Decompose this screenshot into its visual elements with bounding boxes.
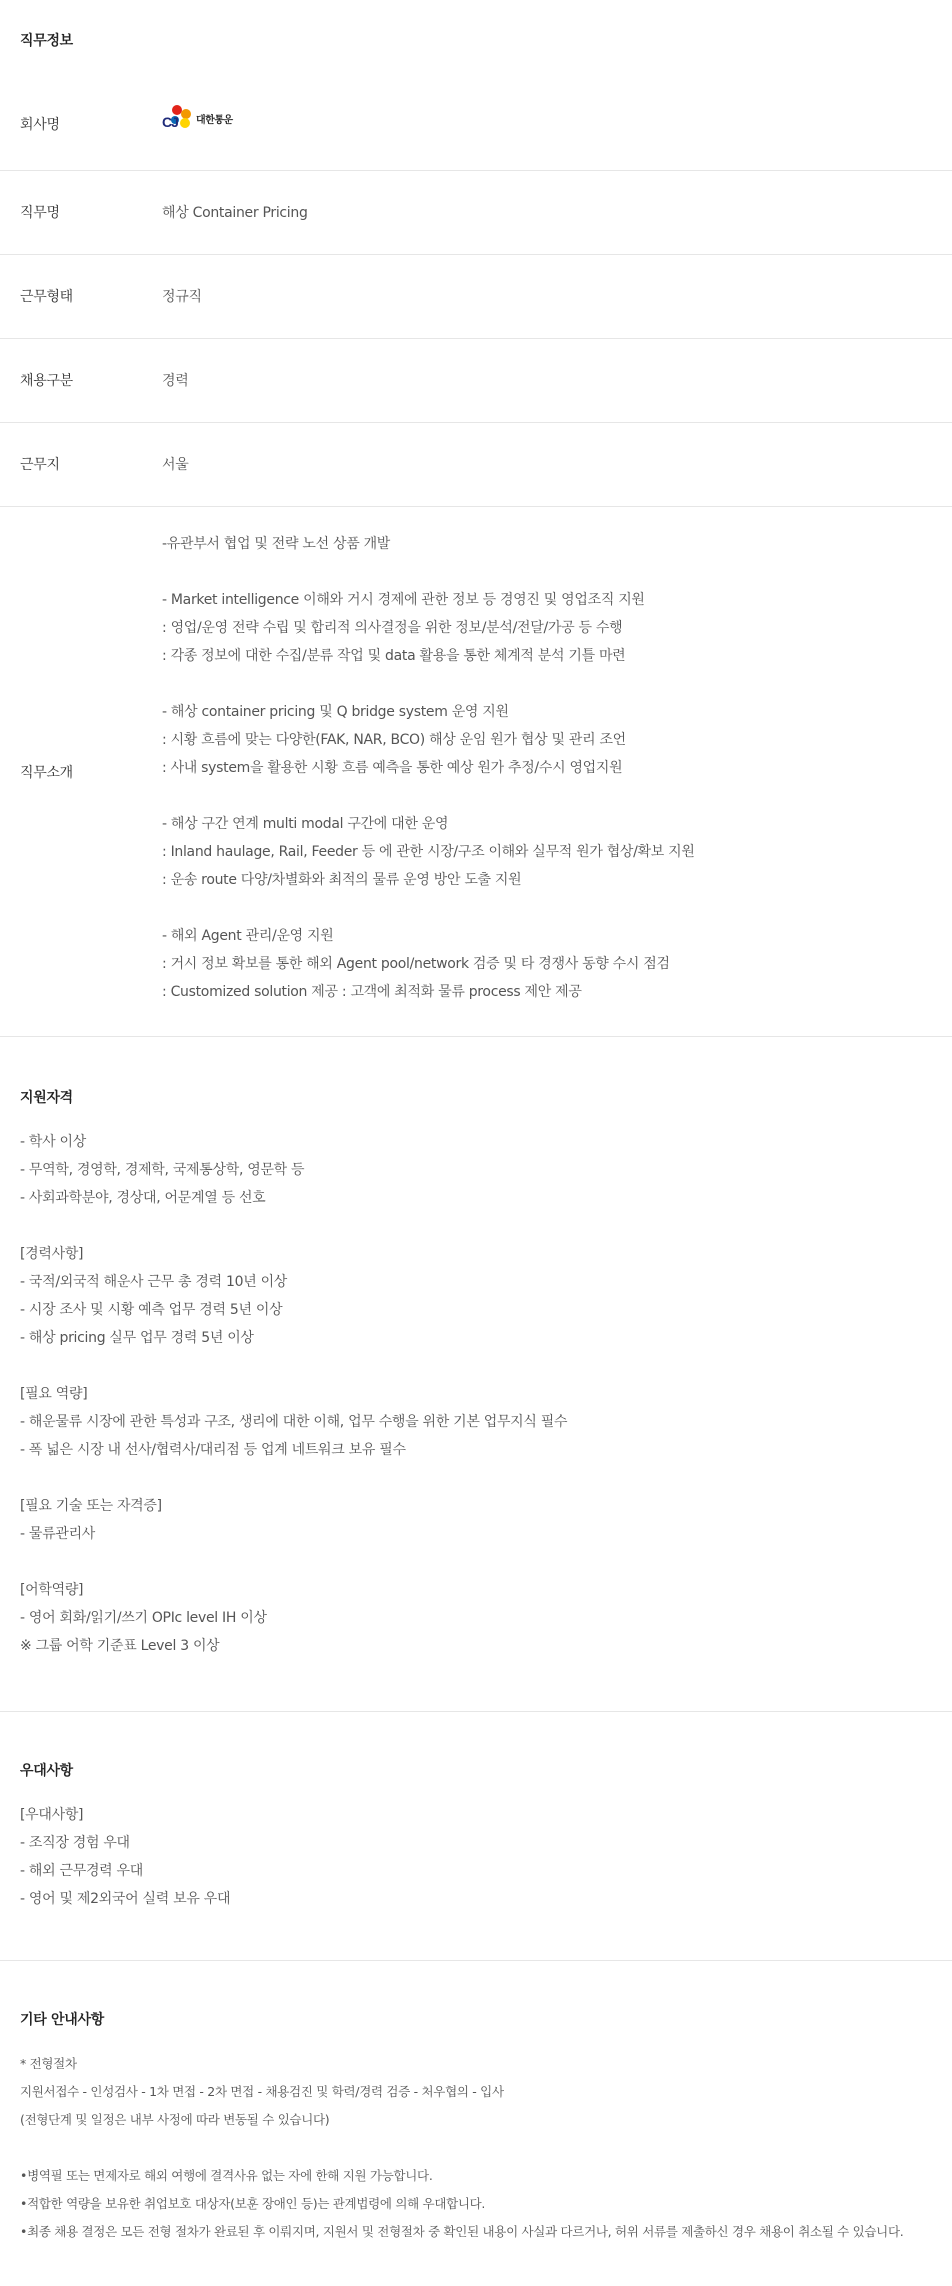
qualification-line: - 영어 회화/읽기/쓰기 OPIc level IH 이상 <box>20 1610 267 1626</box>
intro-line: : 사내 system을 활용한 시황 흐름 예측을 통한 예상 원가 추정/수시 영업지원 <box>162 760 623 776</box>
other-info-line <box>20 2134 945 2162</box>
logo-company-text: 대한통운 <box>196 114 233 126</box>
job-title-label: 직무명 <box>20 205 60 221</box>
preferences-title: 우대사항 <box>20 1763 73 1779</box>
qualifications-title: 지원자격 <box>20 1090 73 1106</box>
preference-line: - 해외 근무경력 우대 <box>20 1863 143 1879</box>
other-info-line: (전형단계 및 일정은 내부 사정에 따라 변동될 수 있습니다) <box>20 2112 330 2127</box>
intro-line: - 해상 구간 연계 multi modal 구간에 대한 운영 <box>162 816 449 832</box>
other-info-line: •적합한 역량을 보유한 취업보호 대상자(보훈 장애인 등)는 관계법령에 의해 우대합니다. <box>20 2196 486 2211</box>
intro-line <box>162 670 695 698</box>
qualification-line: [필요 기술 또는 자격증] <box>20 1498 162 1514</box>
qualification-line: [필요 역량] <box>20 1386 88 1402</box>
intro-line: - 해상 container pricing 및 Q bridge system 운영 지원 <box>162 704 509 720</box>
logo-cj-mark: CJ <box>162 114 178 130</box>
intro-line: : Inland haulage, Rail, Feeder 등 에 관한 시장/구조 이해와 실무적 원가 협상/확보 지원 <box>162 844 695 860</box>
qualification-line: - 해상 pricing 실무 업무 경력 5년 이상 <box>20 1330 254 1346</box>
qualifications-content <box>20 1128 567 1660</box>
job-intro-content <box>162 530 695 1006</box>
intro-line: : 거시 정보 확보를 통한 해외 Agent pool/network 검증 및 타 경쟁사 동향 수시 점검 <box>162 956 670 972</box>
qualification-line: - 물류관리사 <box>20 1526 96 1542</box>
intro-line: : 시황 흐름에 맞는 다양한(FAK, NAR, BCO) 해상 운임 원가 협상 및 관리 조언 <box>162 732 626 748</box>
employment-type-value: 정규직 <box>162 289 202 305</box>
job-intro-label: 직무소개 <box>20 765 73 781</box>
other-info-line: •최종 채용 결정은 모든 전형 절차가 완료된 후 이뤄지며, 지원서 및 전형절차 중 확인된 내용이 사실과 다르거나, 허위 서류를 제출하신 경우 채용이 취소될 수 있습니다. <box>20 2224 904 2239</box>
intro-line: : 운송 route 다양/차별화와 최적의 물류 운영 방안 도출 지원 <box>162 872 522 888</box>
qualification-line: ※ 그룹 어학 기준표 Level 3 이상 <box>20 1638 220 1654</box>
preference-line: - 영어 및 제2외국어 실력 보유 우대 <box>20 1891 231 1907</box>
job-title-row <box>0 170 952 255</box>
company-row <box>0 84 952 171</box>
qualification-line <box>20 1464 567 1492</box>
intro-line <box>162 558 695 586</box>
preference-line: - 조직장 경험 우대 <box>20 1835 130 1851</box>
company-label: 회사명 <box>20 117 60 133</box>
intro-line: : Customized solution 제공 : 고객에 최적화 물류 process 제안 제공 <box>162 984 582 1000</box>
intro-line <box>162 894 695 922</box>
qualification-line: - 국적/외국적 해운사 근무 총 경력 10년 이상 <box>20 1274 288 1290</box>
qualification-line <box>20 1548 567 1576</box>
qualification-line: - 폭 넓은 시장 내 선사/협력사/대리점 등 업계 네트워크 보유 필수 <box>20 1442 406 1458</box>
hiring-type-value: 경력 <box>162 373 189 389</box>
employment-type-label: 근무형태 <box>20 289 73 305</box>
other-info-line: •병역필 또는 면제자로 해외 여행에 결격사유 없는 자에 한해 지원 가능합니다. <box>20 2168 433 2183</box>
section-divider <box>0 1711 952 1712</box>
qualification-line: [경력사항] <box>20 1246 84 1262</box>
intro-line: : 각종 정보에 대한 수집/분류 작업 및 data 활용을 통한 체계적 분석 기틀 마련 <box>162 648 626 664</box>
hiring-type-row <box>0 338 952 423</box>
intro-line: -유관부서 협업 및 전략 노선 상품 개발 <box>162 536 391 552</box>
intro-line <box>162 782 695 810</box>
cj-logo-icon <box>162 104 194 132</box>
qualification-line: - 학사 이상 <box>20 1134 86 1150</box>
other-info-content <box>20 2050 945 2246</box>
job-intro-row <box>0 506 952 1037</box>
location-label: 근무지 <box>20 457 60 473</box>
qualification-line: - 해운물류 시장에 관한 특성과 구조, 생리에 대한 이해, 업무 수행을 위한 기본 업무지식 필수 <box>20 1414 568 1430</box>
location-row <box>0 422 952 507</box>
location-value: 서울 <box>162 457 189 473</box>
intro-line: - 해외 Agent 관리/운영 지원 <box>162 928 334 944</box>
hiring-type-label: 채용구분 <box>20 373 73 389</box>
preferences-content <box>20 1801 230 1913</box>
intro-line: : 영업/운영 전략 수립 및 합리적 의사결정을 위한 정보/분석/전달/가공 등 수행 <box>162 620 623 636</box>
other-info-line: * 전형절차 <box>20 2056 77 2071</box>
job-title-value: 해상 Container Pricing <box>162 205 308 221</box>
qualification-line: [어학역량] <box>20 1582 84 1598</box>
employment-type-row <box>0 254 952 339</box>
preference-line: [우대사항] <box>20 1807 84 1823</box>
company-logo <box>162 104 233 132</box>
qualification-line: - 시장 조사 및 시황 예측 업무 경력 5년 이상 <box>20 1302 283 1318</box>
qualification-line <box>20 1212 567 1240</box>
other-info-line: 지원서접수 - 인성검사 - 1차 면접 - 2차 면접 - 채용검진 및 학력/경력 검증 - 처우협의 - 입사 <box>20 2084 504 2099</box>
qualification-line <box>20 1352 567 1380</box>
intro-line: - Market intelligence 이해와 거시 경제에 관한 정보 등 경영진 및 영업조직 지원 <box>162 592 645 608</box>
qualification-line: - 사회과학분야, 경상대, 어문계열 등 선호 <box>20 1190 266 1206</box>
section-divider <box>0 1960 952 1961</box>
logo-petal-yellow <box>180 118 190 128</box>
other-info-title: 기타 안내사항 <box>20 2012 104 2028</box>
job-info-title: 직무정보 <box>20 33 73 49</box>
qualification-line: - 무역학, 경영학, 경제학, 국제통상학, 영문학 등 <box>20 1162 305 1178</box>
